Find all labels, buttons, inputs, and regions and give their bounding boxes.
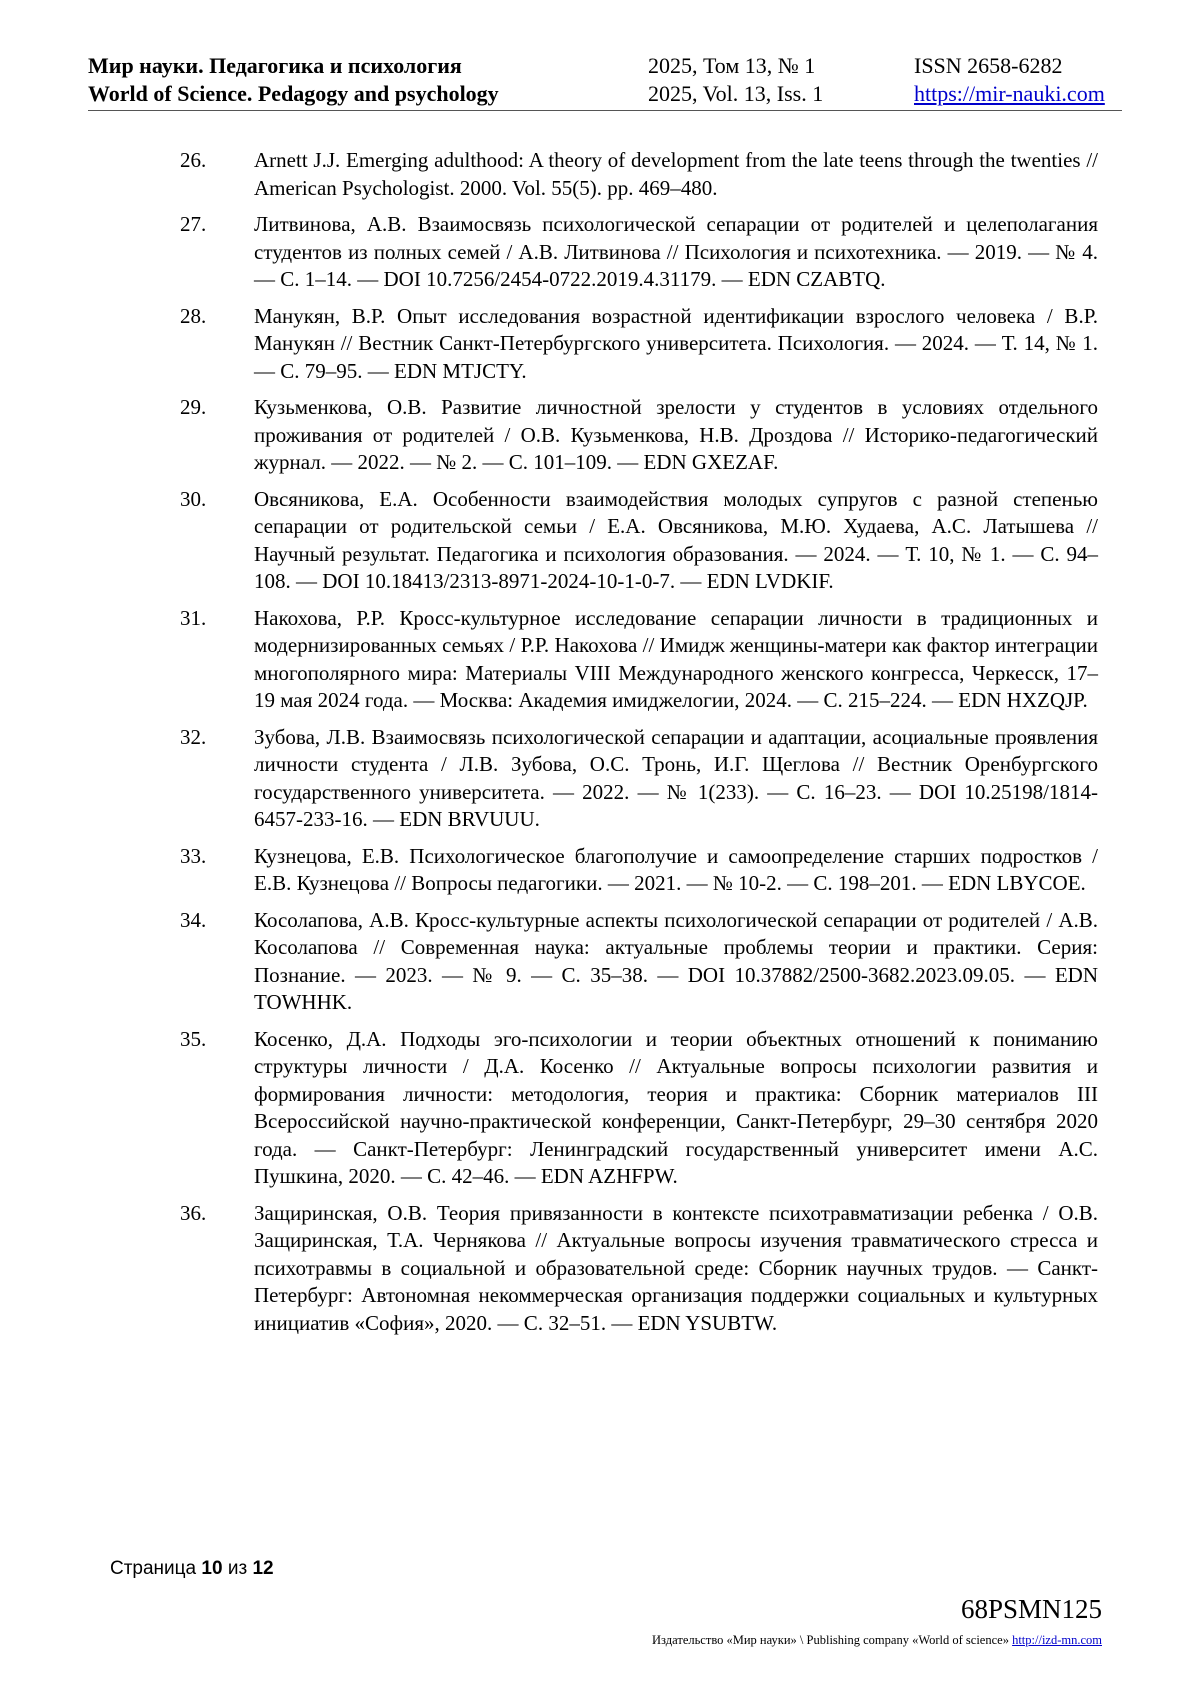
reference-item [180,843,1098,898]
reference-number: 35. [180,1026,207,1051]
reference-text: Овсяникова, Е.А. Особенности взаимодействия молодых супругов с разной степенью сепарации от родительской семьи / Е.А. Овсяникова, М.Ю. Худаева, А.С. Латышева // Научный результат. Педагогика и психология образования. — 2024. — Т. 10, № 1. — С. 94–108. — DOI 10.18413/2313-8971-2024-10-1-0-7. — EDN LVDKIF. [254,486,1098,593]
issn: ISSN 2658-6282 [914,53,1063,78]
reference-text: Манукян, В.Р. Опыт исследования возрастной идентификации взрослого человека / В.Р. Манукян // Вестник Санкт-Петербургского университета. Психология. — 2024. — Т. 14, № 1. — С. 79–95. — EDN MTJCTY. [254,303,1098,383]
reference-item [180,724,1098,834]
reference-number: 33. [180,843,207,868]
reference-text: Защиринская, О.В. Теория привязанности в контексте психотравматизации ребенка / О.В. Защиринская, Т.А. Чернякова // Актуальные вопросы изучения травматического стресса и психотравмы в социальной и образовательной среде: Сборник научных трудов. — Санкт-Петербург: Автономная некоммерческая организация поддержки социальных и культурных инициатив «София», 2020. — С. 32–51. — EDN YSUBTW. [254,1200,1098,1335]
journal-title-en: World of Science. Pedagogy and psychology [88,81,499,106]
issue-info-en: 2025, Vol. 13, Iss. 1 [648,81,824,106]
reference-number: 34. [180,907,207,932]
reference-text: Arnett J.J. Emerging adulthood: A theory of development from the late teens through the twenties // American Psychologist. 2000. Vol. 55(5). pp. 469–480. [254,148,1098,200]
reference-text: Зубова, Л.В. Взаимосвязь психологической сепарации и адаптации, асоциальные проявления личности студента / Л.В. Зубова, О.С. Тронь, И.Г. Щеглова // Вестник Оренбургского государственного университета. — 2022. — № 1(233). — С. 16–23. — DOI 10.25198/1814-6457-233-16. — EDN BRVUUU. [254,724,1098,831]
reference-item [180,147,1098,202]
reference-number: 36. [180,1200,207,1225]
publisher-url-link[interactable]: http://izd-mn.com [1012,1633,1102,1647]
reference-number: 30. [180,486,207,511]
publisher-line [652,1632,1102,1648]
reference-item [180,303,1098,386]
article-code: 68PSMN125 [960,1594,1102,1624]
publisher-text: Издательство «Мир науки» \ Publishing company «World of science» [652,1633,1009,1647]
reference-item [180,1200,1098,1338]
page-separator: из [227,1558,248,1579]
reference-number: 29. [180,395,207,419]
reference-item [180,907,1098,1017]
reference-number: 28. [180,303,207,328]
reference-number: 32. [180,724,207,749]
journal-title-ru: Мир науки. Педагогика и психология [88,53,462,78]
reference-item [180,486,1098,596]
page-total: 12 [252,1558,274,1579]
reference-item [180,1026,1098,1191]
reference-text: Кузнецова, Е.В. Психологическое благополучие и самоопределение старших подростков / Е.В. Кузнецова // Вопросы педагогики. — 2021. — № 10-2. — С. 198–201. — EDN LBYCOE. [254,843,1098,895]
page-current: 10 [201,1558,223,1579]
reference-number: 31. [180,605,207,630]
journal-url-link[interactable]: https://mir-nauki.com [914,81,1105,106]
reference-item [180,211,1098,294]
reference-text: Косолапова, А.В. Кросс-культурные аспекты психологической сепарации от родителей / А.В. Косолапова // Современная наука: актуальные проблемы теории и практики. Серия: Познание. — 2023. — № 9. — С. 35–38. — DOI 10.37882/2500-3682.2023.09.05. — EDN TOWHHK. [254,907,1098,1014]
reference-text: Кузьменкова, О.В. Развитие личностной зрелости у студентов в условиях отдельного проживания от родителей / О.В. Кузьменкова, Н.В. Дроздова // Историко-педагогический журнал. — 2022. — № 2. — С. 101–109. — EDN GXEZAF. [254,395,1098,474]
reference-item [180,605,1098,715]
page-number [110,1557,274,1581]
reference-text: Литвинова, А.В. Взаимосвязь психологической сепарации от родителей и целеполагания студентов из полных семей / А.В. Литвинова // Психология и психотехника. — 2019. — № 4. — С. 1–14. — DOI 10.7256/2454-0722.2019.4.31179. — EDN CZABTQ. [254,212,1098,291]
issue-info-ru: 2025, Том 13, № 1 [648,53,816,78]
reference-list [180,147,1098,1346]
reference-item [180,394,1098,477]
reference-number: 27. [180,212,207,236]
reference-text: Накохова, Р.Р. Кросс-культурное исследование сепарации личности в традиционных и модернизированных семьях / Р.Р. Накохова // Имидж женщины-матери как фактор интеграции многополярного мира: Материалы VIII Международного женского конгресса, Черкесск, 17–19 мая 2024 года. — Москва: Академия имиджелогии, 2024. — С. 215–224. — EDN HXZQJP. [254,605,1098,712]
page-prefix: Страница [110,1558,197,1579]
page-header [88,52,1122,111]
reference-text: Косенко, Д.А. Подходы эго-психологии и теории объектных отношений к пониманию структуры личности / Д.А. Косенко // Актуальные вопросы психологии развития и формирования личности: методология, теория и практика: Сборник материалов III Всероссийской научно-практической конференции, Санкт-Петербург, 29–30 сентября 2020 года. — Санкт-Петербург: Ленинградский государственный университет имени А.С. Пушкина, 2020. — С. 42–46. — EDN AZHFPW. [254,1026,1098,1188]
reference-number: 26. [180,148,207,172]
